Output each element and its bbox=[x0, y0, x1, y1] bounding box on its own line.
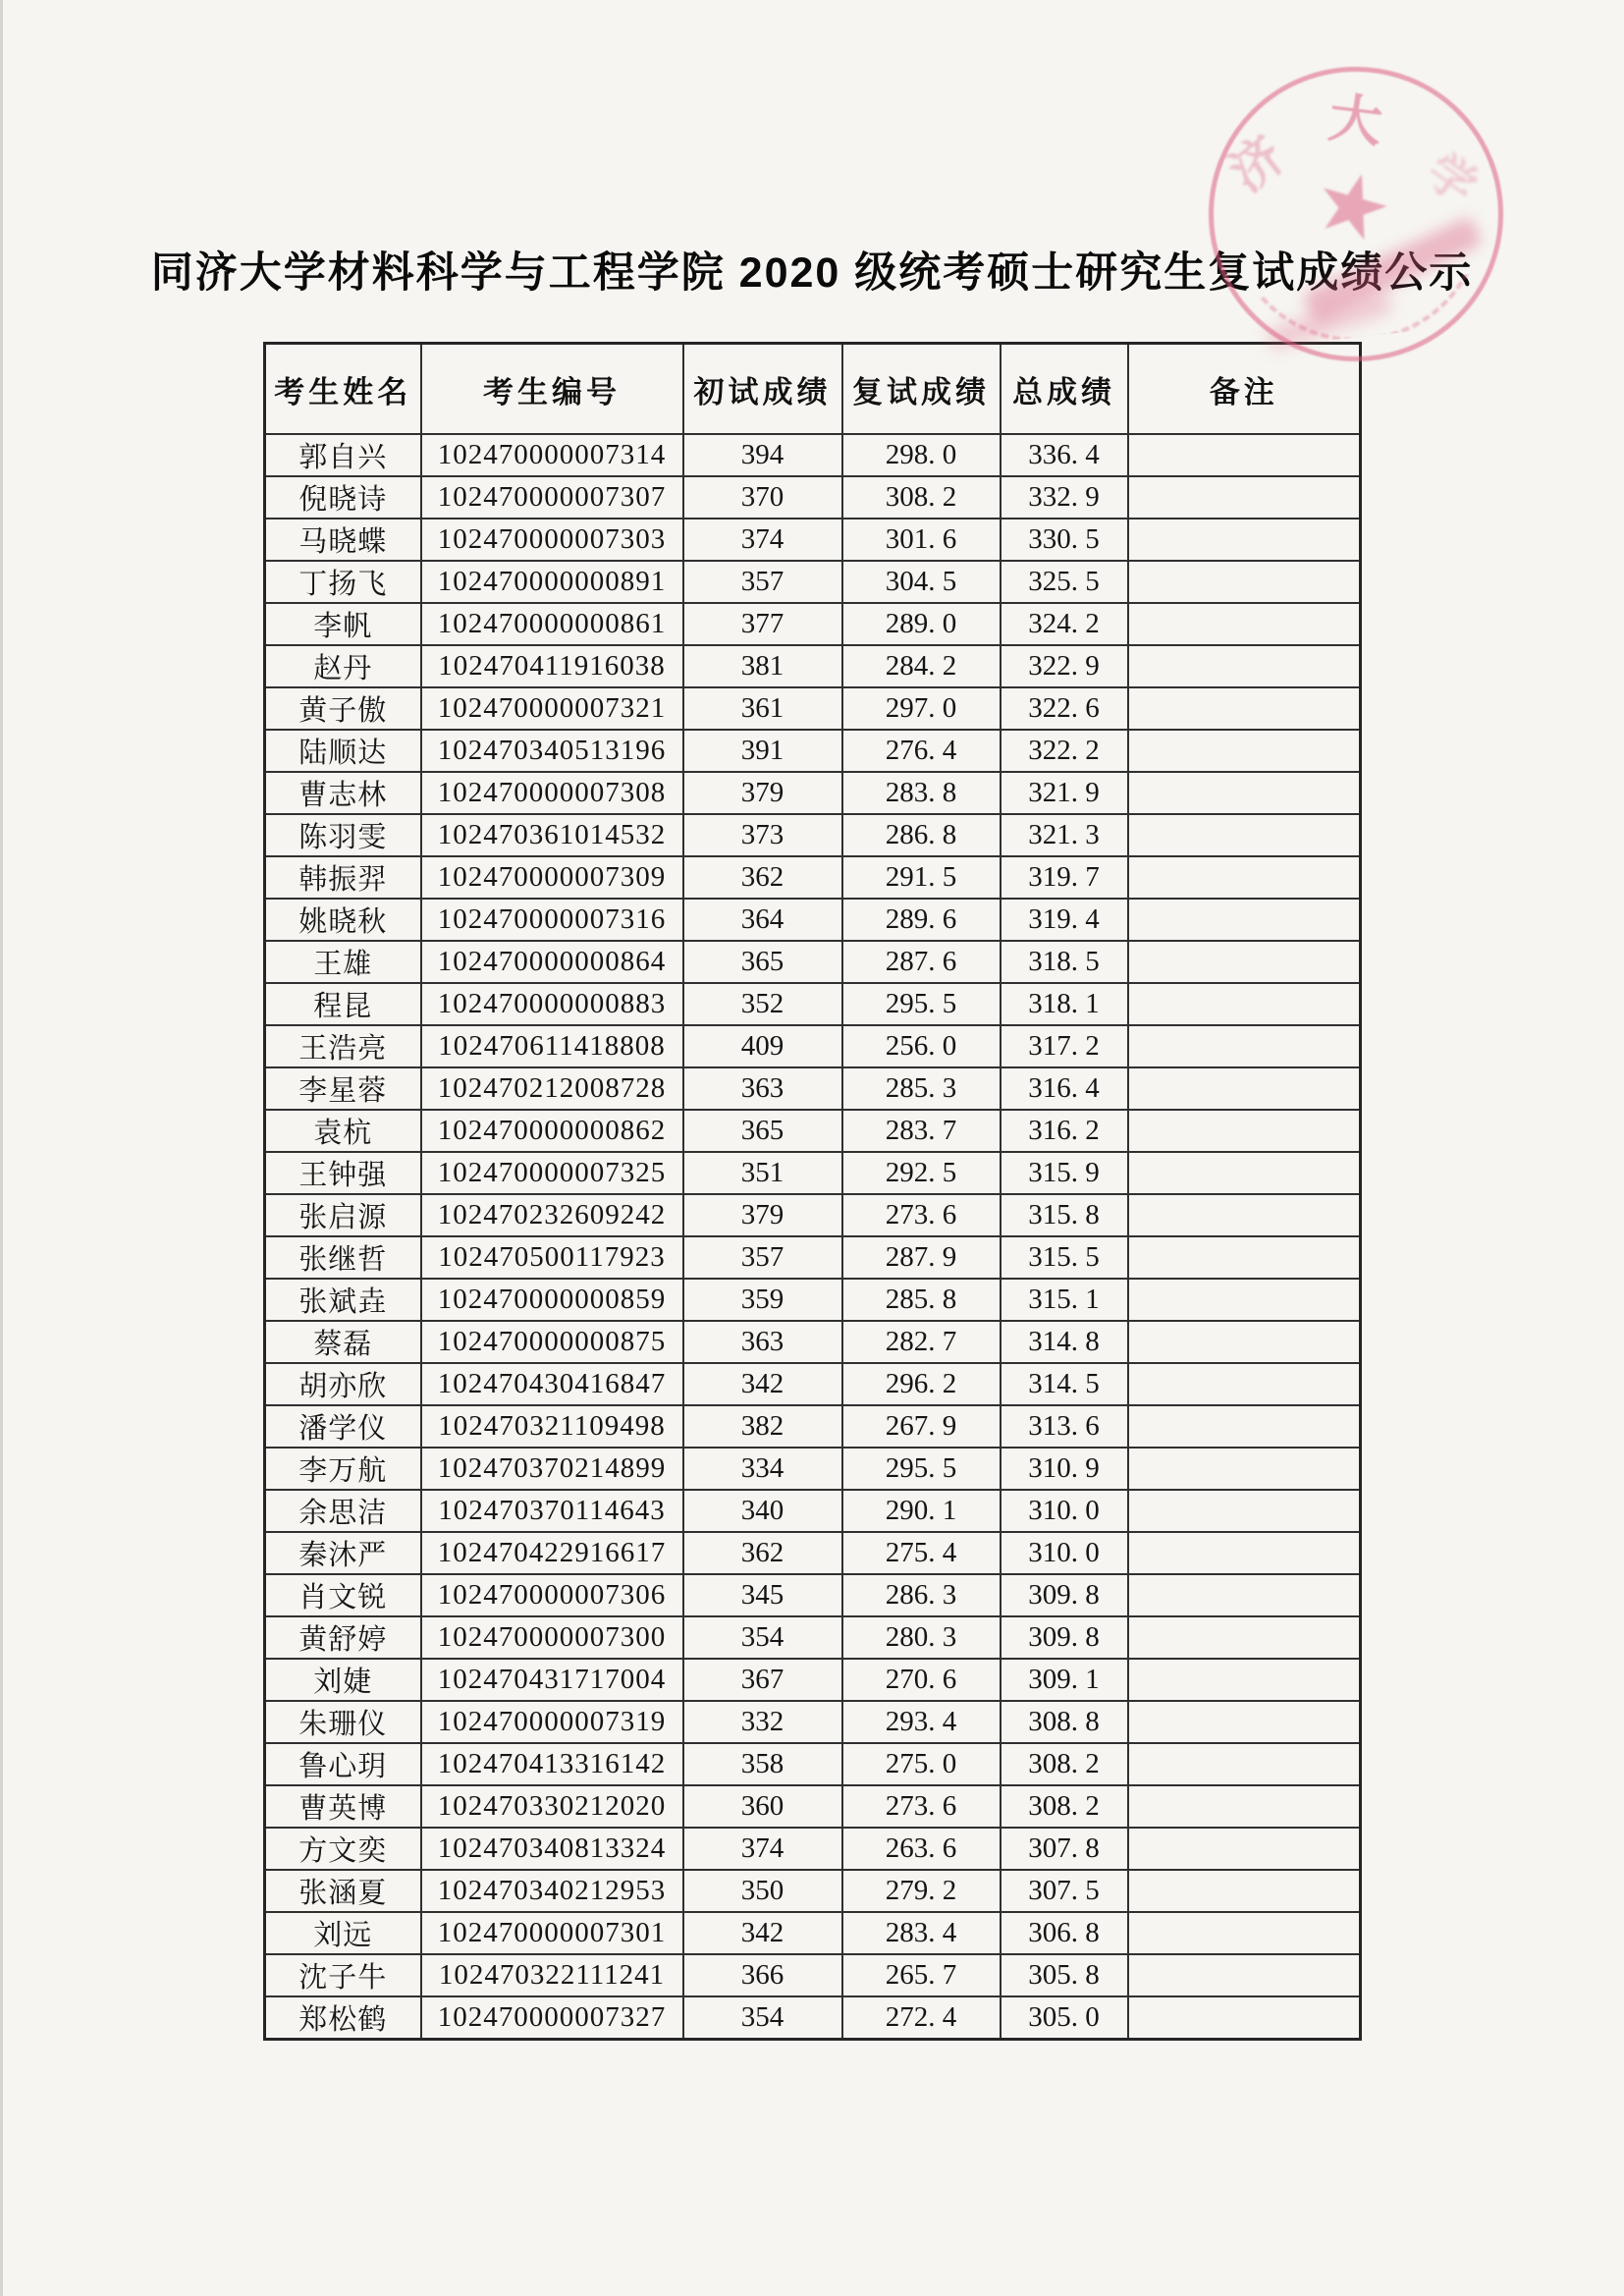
retest-score-cell: 297. 0 bbox=[842, 687, 1001, 730]
total-score-cell: 315. 9 bbox=[1001, 1152, 1128, 1194]
total-score-cell: 316. 2 bbox=[1001, 1110, 1128, 1152]
total-score-cell: 310. 0 bbox=[1001, 1490, 1128, 1532]
table-row bbox=[265, 814, 1361, 856]
retest-score-cell: 301. 6 bbox=[842, 519, 1001, 561]
candidate-id-cell: 102470000007300 bbox=[421, 1616, 683, 1659]
initial-score-cell: 340 bbox=[683, 1490, 842, 1532]
retest-score-cell: 286. 8 bbox=[842, 814, 1001, 856]
retest-score-cell: 285. 3 bbox=[842, 1067, 1001, 1110]
candidate-name-cell: 肖文锐 bbox=[265, 1574, 421, 1616]
candidate-name-cell: 韩振羿 bbox=[265, 856, 421, 899]
total-score-cell: 315. 5 bbox=[1001, 1236, 1128, 1279]
remark-cell bbox=[1128, 1828, 1361, 1870]
remark-cell bbox=[1128, 1067, 1361, 1110]
candidate-name-cell: 陆顺达 bbox=[265, 730, 421, 772]
candidate-id-cell: 102470000007327 bbox=[421, 1996, 683, 2040]
candidate-id-cell: 102470000007319 bbox=[421, 1701, 683, 1743]
candidate-id-cell: 102470212008728 bbox=[421, 1067, 683, 1110]
table-row bbox=[265, 1152, 1361, 1194]
total-score-cell: 321. 3 bbox=[1001, 814, 1128, 856]
remark-cell bbox=[1128, 1659, 1361, 1701]
table-row bbox=[265, 1532, 1361, 1574]
retest-score-cell: 292. 5 bbox=[842, 1152, 1001, 1194]
table-row bbox=[265, 1194, 1361, 1236]
retest-score-cell: 273. 6 bbox=[842, 1194, 1001, 1236]
remark-cell bbox=[1128, 1954, 1361, 1996]
initial-score-cell: 379 bbox=[683, 1194, 842, 1236]
initial-score-cell: 391 bbox=[683, 730, 842, 772]
candidate-id-cell: 102470321109498 bbox=[421, 1405, 683, 1448]
initial-score-cell: 364 bbox=[683, 899, 842, 941]
total-score-cell: 308. 2 bbox=[1001, 1743, 1128, 1785]
retest-score-cell: 275. 4 bbox=[842, 1532, 1001, 1574]
column-header-5: 备注 bbox=[1128, 344, 1361, 435]
column-header-3: 复试成绩 bbox=[842, 344, 1001, 435]
retest-score-cell: 273. 6 bbox=[842, 1785, 1001, 1828]
total-score-cell: 322. 9 bbox=[1001, 645, 1128, 687]
retest-score-cell: 286. 3 bbox=[842, 1574, 1001, 1616]
candidate-id-cell: 102470413316142 bbox=[421, 1743, 683, 1785]
candidate-name-cell: 黄子傲 bbox=[265, 687, 421, 730]
total-score-cell: 310. 9 bbox=[1001, 1448, 1128, 1490]
initial-score-cell: 382 bbox=[683, 1405, 842, 1448]
table-row bbox=[265, 1025, 1361, 1067]
remark-cell bbox=[1128, 1574, 1361, 1616]
page-title: 同济大学材料科学与工程学院 2020 级统考硕士研究生复试成绩公示 bbox=[150, 249, 1474, 297]
total-score-cell: 318. 5 bbox=[1001, 941, 1128, 983]
candidate-name-cell: 张涵夏 bbox=[265, 1870, 421, 1912]
total-score-cell: 307. 5 bbox=[1001, 1870, 1128, 1912]
initial-score-cell: 373 bbox=[683, 814, 842, 856]
retest-score-cell: 283. 7 bbox=[842, 1110, 1001, 1152]
star-icon: ★ bbox=[1302, 147, 1404, 263]
retest-score-cell: 263. 6 bbox=[842, 1828, 1001, 1870]
candidate-name-cell: 姚晓秋 bbox=[265, 899, 421, 941]
initial-score-cell: 342 bbox=[683, 1912, 842, 1954]
initial-score-cell: 354 bbox=[683, 1996, 842, 2040]
initial-score-cell: 332 bbox=[683, 1701, 842, 1743]
candidate-name-cell: 王雄 bbox=[265, 941, 421, 983]
remark-cell bbox=[1128, 1448, 1361, 1490]
table-row bbox=[265, 476, 1361, 519]
remark-cell bbox=[1128, 561, 1361, 603]
initial-score-cell: 409 bbox=[683, 1025, 842, 1067]
initial-score-cell: 354 bbox=[683, 1616, 842, 1659]
candidate-name-cell: 丁扬飞 bbox=[265, 561, 421, 603]
total-score-cell: 314. 5 bbox=[1001, 1363, 1128, 1405]
candidate-id-cell: 102470000007307 bbox=[421, 476, 683, 519]
remark-cell bbox=[1128, 1363, 1361, 1405]
remark-cell bbox=[1128, 730, 1361, 772]
table-row bbox=[265, 1743, 1361, 1785]
total-score-cell: 332. 9 bbox=[1001, 476, 1128, 519]
initial-score-cell: 352 bbox=[683, 983, 842, 1025]
remark-cell bbox=[1128, 1996, 1361, 2040]
total-score-cell: 317. 2 bbox=[1001, 1025, 1128, 1067]
remark-cell bbox=[1128, 1194, 1361, 1236]
candidate-name-cell: 陈羽雯 bbox=[265, 814, 421, 856]
total-score-cell: 305. 8 bbox=[1001, 1954, 1128, 1996]
total-score-cell: 319. 4 bbox=[1001, 899, 1128, 941]
remark-cell bbox=[1128, 1701, 1361, 1743]
candidate-id-cell: 102470000000891 bbox=[421, 561, 683, 603]
candidate-name-cell: 李星蓉 bbox=[265, 1067, 421, 1110]
remark-cell bbox=[1128, 1279, 1361, 1321]
candidate-id-cell: 102470422916617 bbox=[421, 1532, 683, 1574]
candidate-id-cell: 102470430416847 bbox=[421, 1363, 683, 1405]
initial-score-cell: 365 bbox=[683, 1110, 842, 1152]
remark-cell bbox=[1128, 434, 1361, 476]
candidate-name-cell: 张启源 bbox=[265, 1194, 421, 1236]
remark-cell bbox=[1128, 687, 1361, 730]
retest-score-cell: 287. 9 bbox=[842, 1236, 1001, 1279]
table-row bbox=[265, 1067, 1361, 1110]
candidate-id-cell: 102470000000875 bbox=[421, 1321, 683, 1363]
table-row bbox=[265, 1828, 1361, 1870]
candidate-id-cell: 102470000007309 bbox=[421, 856, 683, 899]
retest-score-cell: 256. 0 bbox=[842, 1025, 1001, 1067]
initial-score-cell: 361 bbox=[683, 687, 842, 730]
remark-cell bbox=[1128, 1152, 1361, 1194]
retest-score-cell: 304. 5 bbox=[842, 561, 1001, 603]
table-row bbox=[265, 1785, 1361, 1828]
remark-cell bbox=[1128, 899, 1361, 941]
table-row bbox=[265, 1321, 1361, 1363]
candidate-name-cell: 李万航 bbox=[265, 1448, 421, 1490]
candidate-name-cell: 张继哲 bbox=[265, 1236, 421, 1279]
total-score-cell: 315. 8 bbox=[1001, 1194, 1128, 1236]
table-row bbox=[265, 1616, 1361, 1659]
retest-score-cell: 287. 6 bbox=[842, 941, 1001, 983]
total-score-cell: 308. 8 bbox=[1001, 1701, 1128, 1743]
remark-cell bbox=[1128, 772, 1361, 814]
candidate-id-cell: 102470500117923 bbox=[421, 1236, 683, 1279]
candidate-name-cell: 郑松鹤 bbox=[265, 1996, 421, 2040]
retest-score-cell: 295. 5 bbox=[842, 1448, 1001, 1490]
candidate-id-cell: 102470000007325 bbox=[421, 1152, 683, 1194]
total-score-cell: 309. 8 bbox=[1001, 1616, 1128, 1659]
total-score-cell: 336. 4 bbox=[1001, 434, 1128, 476]
candidate-name-cell: 胡亦欣 bbox=[265, 1363, 421, 1405]
scan-edge-artifact bbox=[0, 0, 3, 2296]
table-row bbox=[265, 730, 1361, 772]
candidate-id-cell: 102470000000883 bbox=[421, 983, 683, 1025]
remark-cell bbox=[1128, 476, 1361, 519]
candidate-name-cell: 倪晓诗 bbox=[265, 476, 421, 519]
remark-cell bbox=[1128, 645, 1361, 687]
retest-score-cell: 291. 5 bbox=[842, 856, 1001, 899]
remark-cell bbox=[1128, 1912, 1361, 1954]
initial-score-cell: 359 bbox=[683, 1279, 842, 1321]
candidate-name-cell: 曹英博 bbox=[265, 1785, 421, 1828]
initial-score-cell: 377 bbox=[683, 603, 842, 645]
total-score-cell: 330. 5 bbox=[1001, 519, 1128, 561]
candidate-id-cell: 102470330212020 bbox=[421, 1785, 683, 1828]
candidate-name-cell: 方文奕 bbox=[265, 1828, 421, 1870]
table-row bbox=[265, 1954, 1361, 1996]
column-header-4: 总成绩 bbox=[1001, 344, 1128, 435]
candidate-id-cell: 102470000007314 bbox=[421, 434, 683, 476]
total-score-cell: 318. 1 bbox=[1001, 983, 1128, 1025]
table-body bbox=[265, 434, 1361, 2040]
candidate-name-cell: 刘远 bbox=[265, 1912, 421, 1954]
remark-cell bbox=[1128, 519, 1361, 561]
retest-score-cell: 295. 5 bbox=[842, 983, 1001, 1025]
candidate-id-cell: 102470411916038 bbox=[421, 645, 683, 687]
remark-cell bbox=[1128, 1532, 1361, 1574]
remark-cell bbox=[1128, 814, 1361, 856]
table-row bbox=[265, 899, 1361, 941]
initial-score-cell: 362 bbox=[683, 1532, 842, 1574]
candidate-name-cell: 王浩亮 bbox=[265, 1025, 421, 1067]
total-score-cell: 308. 2 bbox=[1001, 1785, 1128, 1828]
table-row bbox=[265, 941, 1361, 983]
candidate-id-cell: 102470322111241 bbox=[421, 1954, 683, 1996]
candidate-name-cell: 刘婕 bbox=[265, 1659, 421, 1701]
initial-score-cell: 379 bbox=[683, 772, 842, 814]
candidate-id-cell: 102470000007303 bbox=[421, 519, 683, 561]
stamp-glyph-left: 济 bbox=[1219, 126, 1295, 203]
candidate-id-cell: 102470340813324 bbox=[421, 1828, 683, 1870]
total-score-cell: 315. 1 bbox=[1001, 1279, 1128, 1321]
candidate-name-cell: 曹志林 bbox=[265, 772, 421, 814]
remark-cell bbox=[1128, 603, 1361, 645]
initial-score-cell: 358 bbox=[683, 1743, 842, 1785]
candidate-id-cell: 102470361014532 bbox=[421, 814, 683, 856]
candidate-name-cell: 程昆 bbox=[265, 983, 421, 1025]
candidate-name-cell: 朱珊仪 bbox=[265, 1701, 421, 1743]
table-row bbox=[265, 983, 1361, 1025]
retest-score-cell: 276. 4 bbox=[842, 730, 1001, 772]
initial-score-cell: 374 bbox=[683, 519, 842, 561]
candidate-id-cell: 102470000000862 bbox=[421, 1110, 683, 1152]
candidate-id-cell: 102470370214899 bbox=[421, 1448, 683, 1490]
retest-score-cell: 283. 8 bbox=[842, 772, 1001, 814]
candidate-name-cell: 潘学仪 bbox=[265, 1405, 421, 1448]
retest-score-cell: 270. 6 bbox=[842, 1659, 1001, 1701]
remark-cell bbox=[1128, 1110, 1361, 1152]
table-row bbox=[265, 1236, 1361, 1279]
initial-score-cell: 351 bbox=[683, 1152, 842, 1194]
retest-score-cell: 284. 2 bbox=[842, 645, 1001, 687]
candidate-name-cell: 黄舒婷 bbox=[265, 1616, 421, 1659]
table-row bbox=[265, 1996, 1361, 2040]
candidate-name-cell: 蔡磊 bbox=[265, 1321, 421, 1363]
table-row bbox=[265, 561, 1361, 603]
retest-score-cell: 285. 8 bbox=[842, 1279, 1001, 1321]
table-row bbox=[265, 1574, 1361, 1616]
total-score-cell: 306. 8 bbox=[1001, 1912, 1128, 1954]
remark-cell bbox=[1128, 1785, 1361, 1828]
table-row bbox=[265, 1279, 1361, 1321]
table-header-row bbox=[265, 344, 1361, 435]
remark-cell bbox=[1128, 1405, 1361, 1448]
retest-score-cell: 280. 3 bbox=[842, 1616, 1001, 1659]
initial-score-cell: 366 bbox=[683, 1954, 842, 1996]
stamp-ring bbox=[1209, 67, 1503, 361]
remark-cell bbox=[1128, 856, 1361, 899]
candidate-id-cell: 102470340513196 bbox=[421, 730, 683, 772]
candidate-id-cell: 102470000007321 bbox=[421, 687, 683, 730]
candidate-id-cell: 102470000000861 bbox=[421, 603, 683, 645]
candidate-id-cell: 102470431717004 bbox=[421, 1659, 683, 1701]
candidate-name-cell: 鲁心玥 bbox=[265, 1743, 421, 1785]
retest-score-cell: 275. 0 bbox=[842, 1743, 1001, 1785]
initial-score-cell: 360 bbox=[683, 1785, 842, 1828]
retest-score-cell: 293. 4 bbox=[842, 1701, 1001, 1743]
retest-score-cell: 290. 1 bbox=[842, 1490, 1001, 1532]
initial-score-cell: 394 bbox=[683, 434, 842, 476]
initial-score-cell: 345 bbox=[683, 1574, 842, 1616]
candidate-name-cell: 余思洁 bbox=[265, 1490, 421, 1532]
remark-cell bbox=[1128, 983, 1361, 1025]
candidate-name-cell: 李帆 bbox=[265, 603, 421, 645]
retest-score-cell: 289. 6 bbox=[842, 899, 1001, 941]
table-row bbox=[265, 434, 1361, 476]
total-score-cell: 307. 8 bbox=[1001, 1828, 1128, 1870]
candidate-name-cell: 袁杭 bbox=[265, 1110, 421, 1152]
candidate-id-cell: 102470611418808 bbox=[421, 1025, 683, 1067]
remark-cell bbox=[1128, 1321, 1361, 1363]
table-row bbox=[265, 772, 1361, 814]
table-row bbox=[265, 1659, 1361, 1701]
score-table bbox=[263, 342, 1362, 2041]
candidate-name-cell: 马晓蝶 bbox=[265, 519, 421, 561]
candidate-id-cell: 102470000007301 bbox=[421, 1912, 683, 1954]
table-row bbox=[265, 687, 1361, 730]
remark-cell bbox=[1128, 1870, 1361, 1912]
total-score-cell: 322. 6 bbox=[1001, 687, 1128, 730]
retest-score-cell: 279. 2 bbox=[842, 1870, 1001, 1912]
initial-score-cell: 357 bbox=[683, 1236, 842, 1279]
retest-score-cell: 298. 0 bbox=[842, 434, 1001, 476]
initial-score-cell: 365 bbox=[683, 941, 842, 983]
candidate-name-cell: 王钟强 bbox=[265, 1152, 421, 1194]
table-row bbox=[265, 603, 1361, 645]
column-header-2: 初试成绩 bbox=[683, 344, 842, 435]
total-score-cell: 305. 0 bbox=[1001, 1996, 1128, 2040]
retest-score-cell: 282. 7 bbox=[842, 1321, 1001, 1363]
stamp-glyph-right: 学 bbox=[1417, 143, 1487, 215]
initial-score-cell: 363 bbox=[683, 1321, 842, 1363]
candidate-id-cell: 102470000007308 bbox=[421, 772, 683, 814]
candidate-id-cell: 102470000000859 bbox=[421, 1279, 683, 1321]
candidate-name-cell: 秦沐严 bbox=[265, 1532, 421, 1574]
table-row bbox=[265, 1110, 1361, 1152]
candidate-id-cell: 102470000007316 bbox=[421, 899, 683, 941]
table-row bbox=[265, 1912, 1361, 1954]
initial-score-cell: 367 bbox=[683, 1659, 842, 1701]
retest-score-cell: 265. 7 bbox=[842, 1954, 1001, 1996]
total-score-cell: 313. 6 bbox=[1001, 1405, 1128, 1448]
initial-score-cell: 363 bbox=[683, 1067, 842, 1110]
remark-cell bbox=[1128, 1025, 1361, 1067]
total-score-cell: 321. 9 bbox=[1001, 772, 1128, 814]
initial-score-cell: 362 bbox=[683, 856, 842, 899]
candidate-name-cell: 沈子牛 bbox=[265, 1954, 421, 1996]
total-score-cell: 322. 2 bbox=[1001, 730, 1128, 772]
initial-score-cell: 342 bbox=[683, 1363, 842, 1405]
candidate-id-cell: 102470370114643 bbox=[421, 1490, 683, 1532]
total-score-cell: 316. 4 bbox=[1001, 1067, 1128, 1110]
total-score-cell: 319. 7 bbox=[1001, 856, 1128, 899]
initial-score-cell: 334 bbox=[683, 1448, 842, 1490]
initial-score-cell: 370 bbox=[683, 476, 842, 519]
table-row bbox=[265, 519, 1361, 561]
initial-score-cell: 350 bbox=[683, 1870, 842, 1912]
total-score-cell: 309. 8 bbox=[1001, 1574, 1128, 1616]
remark-cell bbox=[1128, 1236, 1361, 1279]
stamp-glyph-top: 大 bbox=[1325, 87, 1385, 154]
initial-score-cell: 357 bbox=[683, 561, 842, 603]
remark-cell bbox=[1128, 1490, 1361, 1532]
retest-score-cell: 289. 0 bbox=[842, 603, 1001, 645]
retest-score-cell: 272. 4 bbox=[842, 1996, 1001, 2040]
stamp-bottom-arc bbox=[1216, 74, 1496, 355]
table-row bbox=[265, 645, 1361, 687]
total-score-cell: 325. 5 bbox=[1001, 561, 1128, 603]
retest-score-cell: 308. 2 bbox=[842, 476, 1001, 519]
total-score-cell: 310. 0 bbox=[1001, 1532, 1128, 1574]
candidate-id-cell: 102470000007306 bbox=[421, 1574, 683, 1616]
table-row bbox=[265, 1363, 1361, 1405]
candidate-id-cell: 102470232609242 bbox=[421, 1194, 683, 1236]
total-score-cell: 309. 1 bbox=[1001, 1659, 1128, 1701]
table-row bbox=[265, 1405, 1361, 1448]
column-header-0: 考生姓名 bbox=[265, 344, 421, 435]
table-row bbox=[265, 1870, 1361, 1912]
total-score-cell: 314. 8 bbox=[1001, 1321, 1128, 1363]
retest-score-cell: 296. 2 bbox=[842, 1363, 1001, 1405]
remark-cell bbox=[1128, 1743, 1361, 1785]
retest-score-cell: 283. 4 bbox=[842, 1912, 1001, 1954]
total-score-cell: 324. 2 bbox=[1001, 603, 1128, 645]
candidate-name-cell: 张斌垚 bbox=[265, 1279, 421, 1321]
table-row bbox=[265, 1490, 1361, 1532]
university-seal-stamp bbox=[1209, 67, 1503, 361]
initial-score-cell: 381 bbox=[683, 645, 842, 687]
candidate-name-cell: 赵丹 bbox=[265, 645, 421, 687]
table-row bbox=[265, 856, 1361, 899]
remark-cell bbox=[1128, 941, 1361, 983]
remark-cell bbox=[1128, 1616, 1361, 1659]
candidate-id-cell: 102470000000864 bbox=[421, 941, 683, 983]
candidate-name-cell: 郭自兴 bbox=[265, 434, 421, 476]
initial-score-cell: 374 bbox=[683, 1828, 842, 1870]
table-row bbox=[265, 1701, 1361, 1743]
column-header-1: 考生编号 bbox=[421, 344, 683, 435]
candidate-id-cell: 102470340212953 bbox=[421, 1870, 683, 1912]
table-row bbox=[265, 1448, 1361, 1490]
retest-score-cell: 267. 9 bbox=[842, 1405, 1001, 1448]
